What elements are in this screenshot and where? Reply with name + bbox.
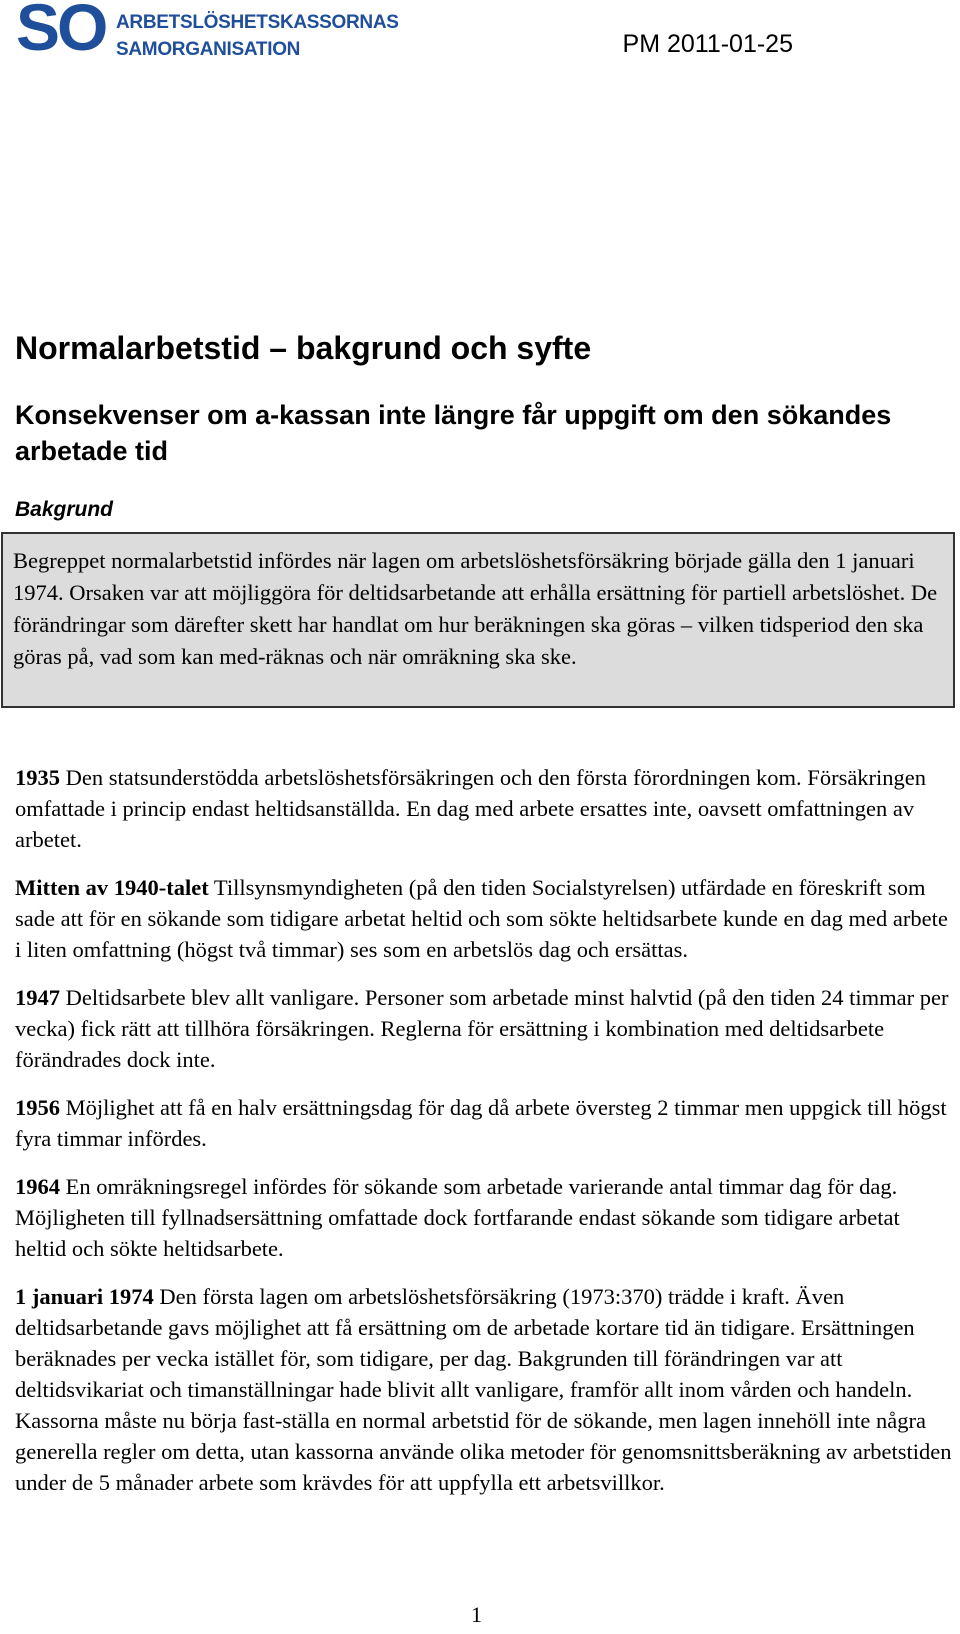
timeline-year: 1956 bbox=[15, 1095, 60, 1120]
organization-logo-mark: SO bbox=[16, 0, 106, 64]
timeline-text: Den första lagen om arbetslöshetsförsäkring (1973:370) trädde i kraft. Även deltidsarbetande gavs möjlighet att få ersättning om de arbetade kortare tid än tidigare. Ersättningen beräknades per vecka istället för, som tidigare, per dag. Bakgrunden till förändringen var att deltidsvikariat och timanställningar hade blivit allt vanligare, framför allt inom vården och handeln. Kassorna måste nu börja fast-ställa en normal arbetstid för de sökande, men lagen innehöll inte några generella regler om detta, utan kassorna använde olika metoder för genomsnittsberäkning av arbetstiden under de 5 månader arbete som krävdes för att uppfylla ett arbetsvillkor. bbox=[15, 1284, 952, 1495]
page-number: 1 bbox=[471, 1602, 482, 1627]
organization-name bbox=[116, 9, 399, 63]
timeline-text: Möjlighet att få en halv ersättningsdag för dag då arbete översteg 2 timmar men uppgick till högst fyra timmar infördes. bbox=[15, 1095, 947, 1151]
timeline-text: Tillsynsmyndigheten (på den tiden Socialstyrelsen) utfärdade en föreskrift som sade att för en sökande som tidigare arbetat heltid och som sökte heltidsarbete kunde en dag med arbete i liten omfattning (högst två timmar) ses som en arbetslös dag och ersättas. bbox=[15, 875, 948, 962]
document-subtitle: Konsekvenser om a-kassan inte längre får uppgift om den sökandes arbetade tid bbox=[15, 400, 892, 466]
memo-date: PM 2011-01-25 bbox=[622, 30, 793, 58]
timeline-entry bbox=[15, 982, 955, 1075]
document-title: Normalarbetstid – bakgrund och syfte bbox=[15, 330, 592, 366]
timeline-entry bbox=[15, 872, 955, 965]
timeline-entry bbox=[15, 1171, 955, 1264]
timeline-entry bbox=[15, 762, 955, 855]
timeline-year: 1935 bbox=[15, 765, 60, 790]
timeline-entry bbox=[15, 1281, 955, 1498]
organization-name-line2: SAMORGANISATION bbox=[116, 39, 301, 60]
timeline-text: Den statsunderstödda arbetslöshetsförsäkringen och den första förordningen kom. Försäkringen omfattade i princip endast heltidsanställda. En dag med arbete ersattes inte, oavsett omfattningen av arbetet. bbox=[15, 765, 927, 852]
timeline-year: 1947 bbox=[15, 985, 60, 1010]
timeline-entry bbox=[15, 1092, 955, 1154]
section-label-bakgrund: Bakgrund bbox=[15, 498, 114, 521]
timeline-year: 1 januari 1974 bbox=[15, 1284, 154, 1309]
page-header bbox=[0, 0, 960, 70]
timeline-text: En omräkningsregel infördes för sökande som arbetade varierande antal timmar dag för dag. Möjligheten till fyllnadsersättning omfattade dock fortfarande endast sökande som tidigare arbetat heltid och sökte heltidsarbete. bbox=[15, 1174, 900, 1261]
timeline-text: Deltidsarbete blev allt vanligare. Personer som arbetade minst halvtid (på den tiden 24 timmar per vecka) fick rätt att tillhöra försäkringen. Reglerna för ersättning i kombination med deltidsarbete förändrades dock inte. bbox=[15, 985, 949, 1072]
organization-name-line1: ARBETSLÖSHETSKASSORNAS bbox=[116, 12, 399, 33]
timeline-year: Mitten av 1940-talet bbox=[15, 875, 209, 900]
timeline bbox=[15, 762, 955, 1515]
timeline-year: 1964 bbox=[15, 1174, 60, 1199]
summary-text: Begreppet normalarbetstid infördes när lagen om arbetslöshetsförsäkring började gälla den 1 januari 1974. Orsaken var att möjliggöra för deltidsarbetande att erhålla ersättning för partiell arbetslöshet. De förändringar som därefter skett har handlat om hur beräkningen ska göras – vilken tidsperiod den ska göras på, vad som kan med-räknas och när omräkning ska ske. bbox=[13, 548, 938, 669]
